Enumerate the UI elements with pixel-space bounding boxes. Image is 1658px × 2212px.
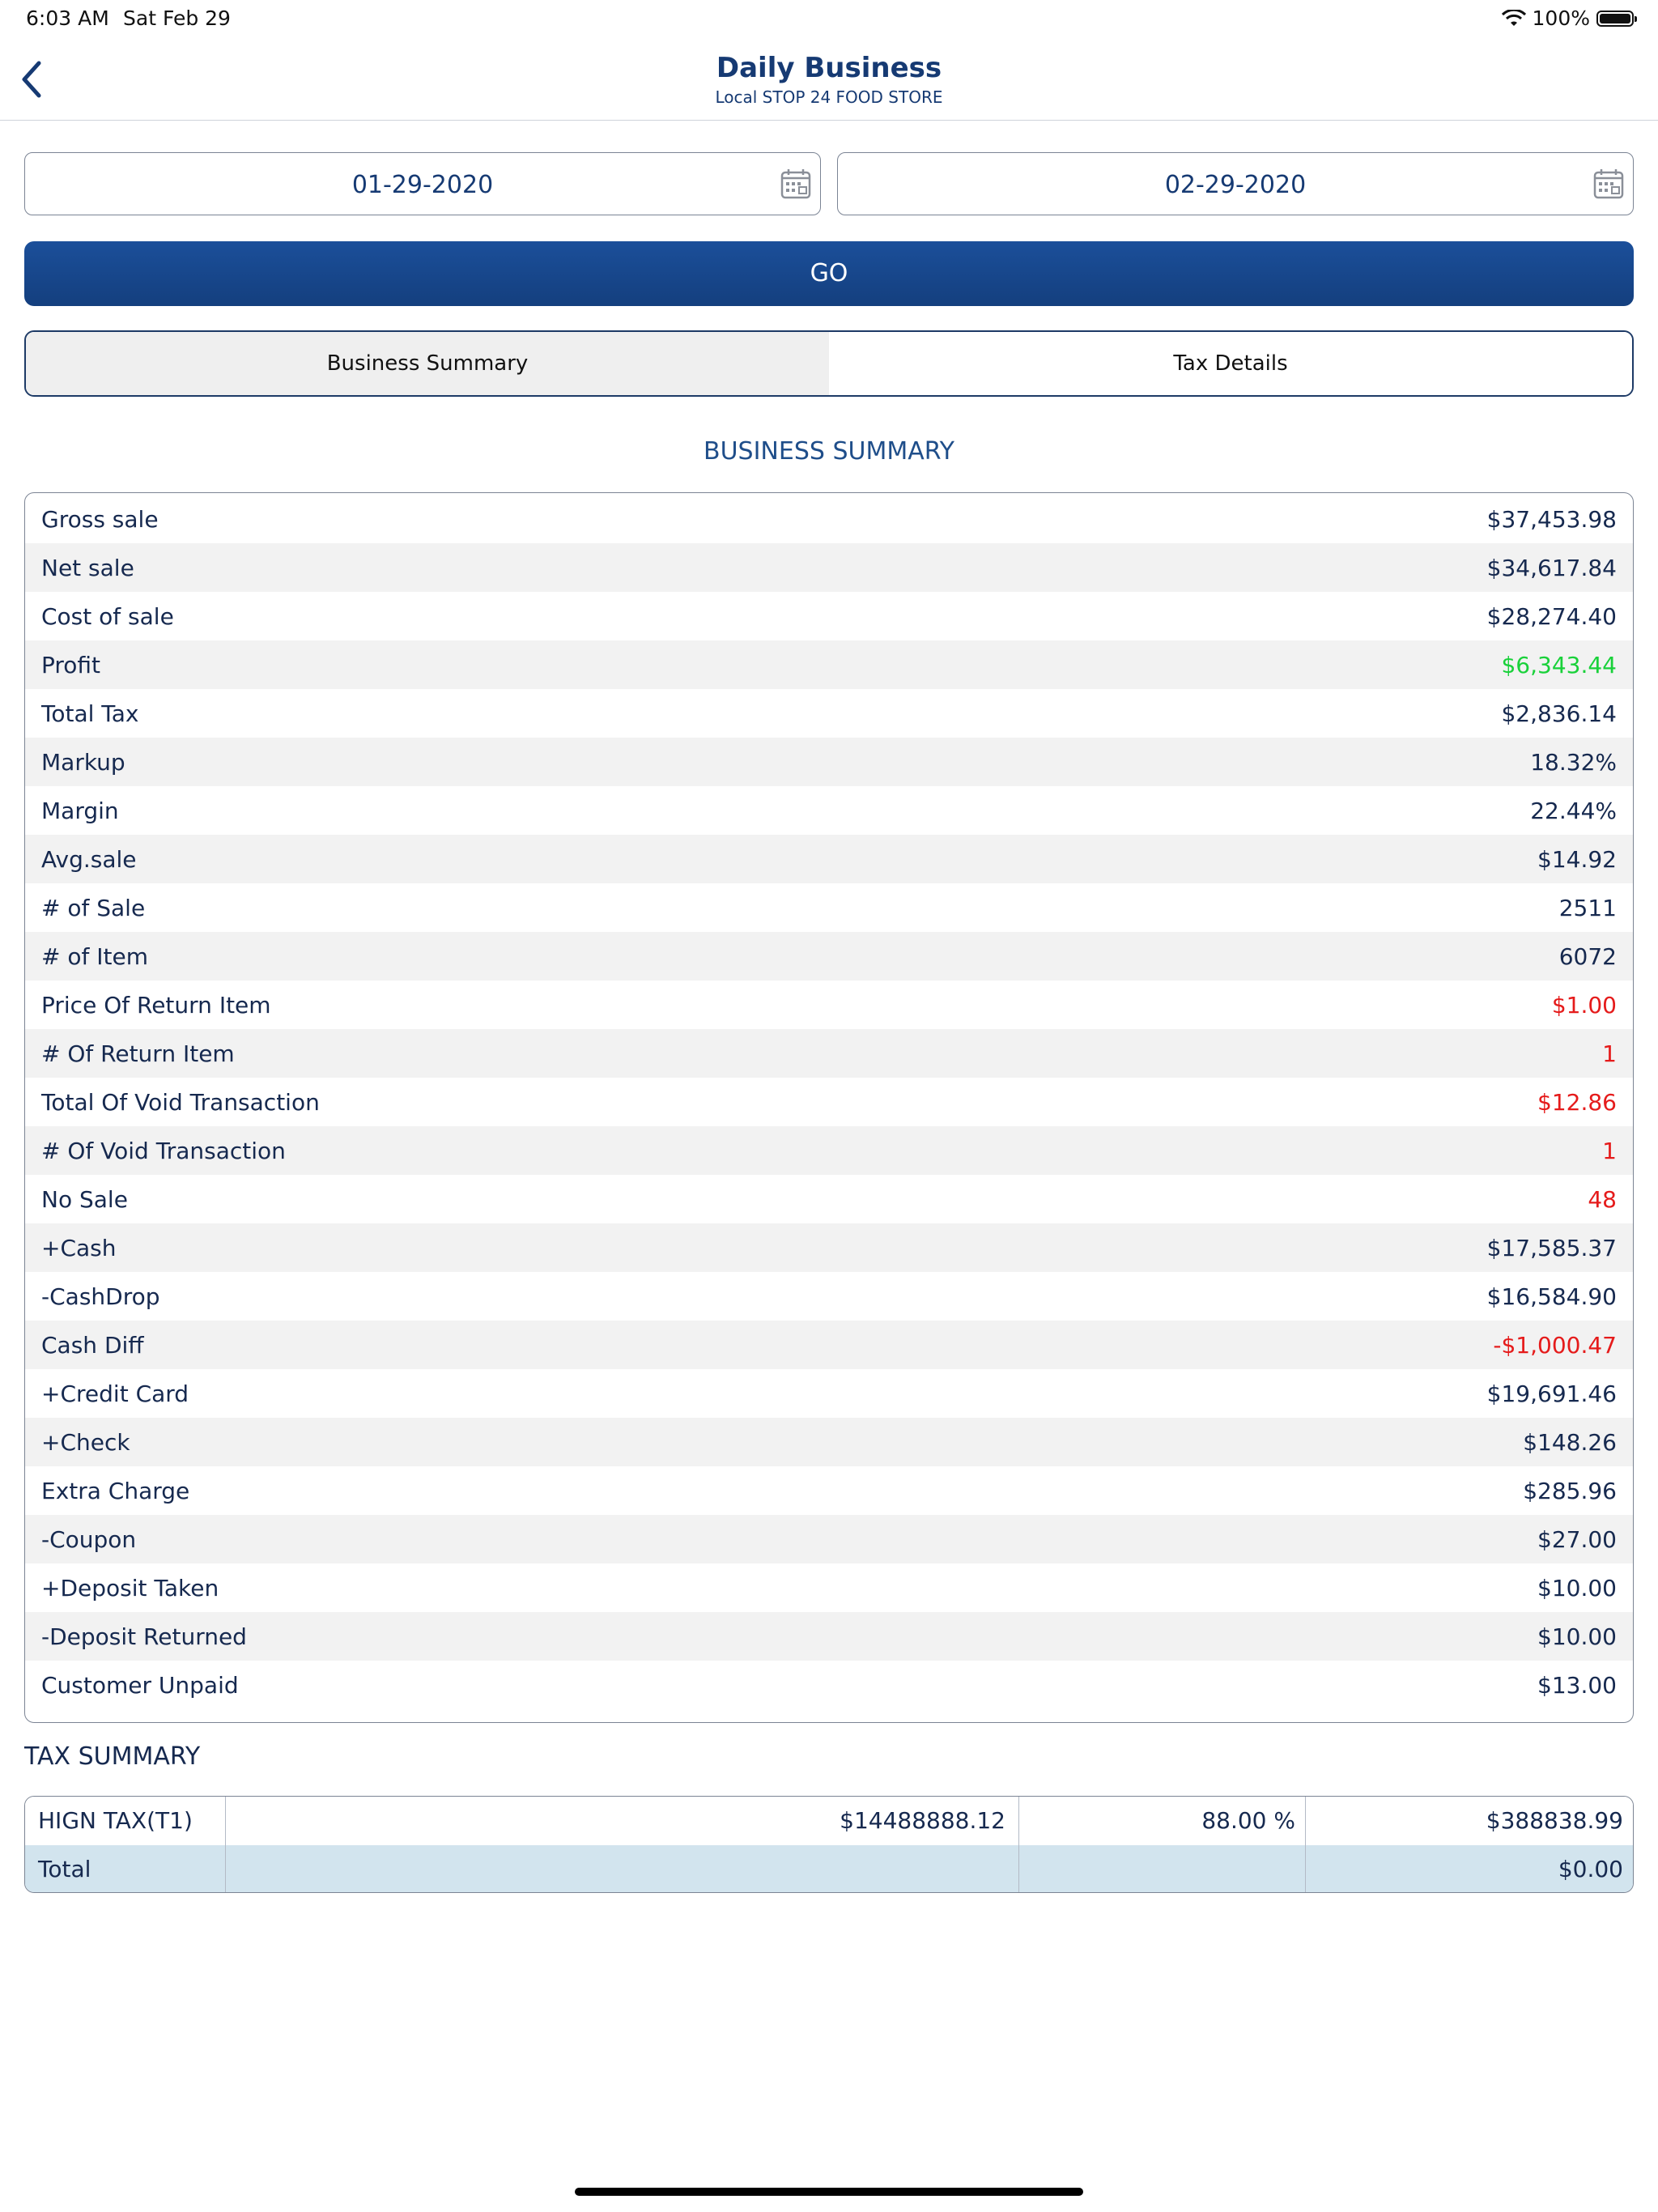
- tax-rate: 88.00 %: [1019, 1797, 1306, 1845]
- summary-label: No Sale: [41, 1185, 128, 1213]
- summary-row: [25, 592, 1633, 640]
- tax-total-rate: [1019, 1845, 1306, 1893]
- summary-value: 48: [1588, 1185, 1617, 1213]
- summary-value: -$1,000.47: [1493, 1331, 1617, 1359]
- tab-tax-details[interactable]: Tax Details: [829, 332, 1632, 395]
- tab-business-summary[interactable]: Business Summary: [26, 332, 829, 395]
- battery-icon: [1596, 11, 1634, 27]
- summary-label: -Coupon: [41, 1525, 137, 1553]
- summary-value: $27.00: [1537, 1525, 1617, 1553]
- summary-value: 6072: [1558, 942, 1617, 970]
- summary-value: 18.32%: [1530, 748, 1617, 776]
- summary-row: [25, 1563, 1633, 1612]
- end-date-field[interactable]: [837, 152, 1634, 215]
- summary-row: [25, 1466, 1633, 1515]
- summary-label: Cash Diff: [41, 1331, 144, 1359]
- summary-row: [25, 883, 1633, 932]
- summary-row: [25, 1418, 1633, 1466]
- summary-row: [25, 1321, 1633, 1369]
- summary-row: [25, 738, 1633, 786]
- summary-label: Avg.sale: [41, 845, 137, 873]
- navigation-header: [0, 39, 1658, 121]
- summary-label: Gross sale: [41, 505, 159, 533]
- summary-label: Markup: [41, 748, 125, 776]
- tax-summary-title: TAX SUMMARY: [24, 1742, 201, 1771]
- status-date: Sat Feb 29: [123, 6, 231, 30]
- wifi-icon: [1502, 10, 1526, 28]
- summary-row: [25, 1126, 1633, 1175]
- calendar-icon[interactable]: [1592, 168, 1625, 200]
- summary-label: Net sale: [41, 554, 134, 581]
- tax-taxable-amount: $14488888.12: [226, 1797, 1019, 1845]
- summary-row: [25, 1223, 1633, 1272]
- summary-label: Total Of Void Transaction: [41, 1088, 320, 1116]
- summary-value: $17,585.37: [1486, 1234, 1617, 1261]
- summary-label: +Check: [41, 1428, 130, 1456]
- summary-label: Profit: [41, 651, 101, 678]
- tax-total-amount: $0.00: [1558, 1856, 1623, 1882]
- summary-row: [25, 1612, 1633, 1661]
- summary-label: # Of Void Transaction: [41, 1137, 286, 1164]
- status-time: 6:03 AM: [26, 6, 109, 30]
- start-date-value: 01-29-2020: [351, 171, 494, 199]
- summary-label: # of Item: [41, 942, 148, 970]
- summary-value: $1.00: [1551, 991, 1617, 1019]
- summary-value: $10.00: [1537, 1623, 1617, 1650]
- summary-label: Price Of Return Item: [41, 991, 271, 1019]
- summary-row: [25, 543, 1633, 592]
- summary-row: [25, 1029, 1633, 1078]
- summary-value: 1: [1602, 1137, 1617, 1164]
- summary-value: 1: [1602, 1040, 1617, 1067]
- tax-total-row: [25, 1845, 1633, 1893]
- summary-row: [25, 932, 1633, 981]
- summary-label: Cost of sale: [41, 602, 174, 630]
- summary-value: $16,584.90: [1486, 1283, 1617, 1310]
- tax-total-label: Total: [25, 1845, 226, 1893]
- summary-label: Total Tax: [41, 700, 139, 727]
- summary-label: +Credit Card: [41, 1380, 189, 1407]
- summary-label: Customer Unpaid: [41, 1671, 239, 1699]
- summary-value: $148.26: [1523, 1428, 1617, 1456]
- summary-value: $12.86: [1537, 1088, 1617, 1116]
- summary-row: [25, 1369, 1633, 1418]
- summary-row: [25, 1515, 1633, 1563]
- start-date-field[interactable]: [24, 152, 821, 215]
- status-indicators: [1502, 6, 1634, 30]
- tax-row: [25, 1797, 1633, 1845]
- summary-row: [25, 1272, 1633, 1321]
- summary-value: $37,453.98: [1486, 505, 1617, 533]
- store-name: Local STOP 24 FOOD STORE: [715, 87, 943, 107]
- business-summary-table: [24, 492, 1634, 1723]
- summary-row: [25, 640, 1633, 689]
- business-summary-title: BUSINESS SUMMARY: [704, 437, 954, 466]
- summary-row: [25, 981, 1633, 1029]
- report-tabs: [24, 330, 1634, 397]
- summary-value: 22.44%: [1530, 797, 1617, 824]
- summary-label: -CashDrop: [41, 1283, 160, 1310]
- summary-value: $2,836.14: [1501, 700, 1617, 727]
- summary-label: Extra Charge: [41, 1477, 190, 1504]
- summary-value: $6,343.44: [1501, 651, 1617, 678]
- tax-amount: $388838.99: [1486, 1807, 1623, 1834]
- end-date-value: 02-29-2020: [1164, 171, 1307, 199]
- summary-value: $28,274.40: [1486, 602, 1617, 630]
- summary-value: $34,617.84: [1486, 554, 1617, 581]
- summary-value: $19,691.46: [1486, 1380, 1617, 1407]
- tax-name: HIGN TAX(T1): [25, 1797, 226, 1845]
- status-bar: [0, 0, 1658, 39]
- battery-percentage: 100%: [1532, 6, 1590, 30]
- summary-row: [25, 1175, 1633, 1223]
- tax-summary-table: [24, 1796, 1634, 1893]
- tax-total-taxable: [226, 1845, 1019, 1893]
- summary-row: [25, 786, 1633, 835]
- summary-row: [25, 1661, 1633, 1709]
- summary-value: $10.00: [1537, 1574, 1617, 1602]
- summary-label: # of Sale: [41, 894, 146, 921]
- summary-value: 2511: [1558, 894, 1617, 921]
- summary-row: [25, 495, 1633, 543]
- summary-label: # Of Return Item: [41, 1040, 235, 1067]
- summary-row: [25, 1078, 1633, 1126]
- page-title: Daily Business: [716, 52, 942, 84]
- summary-value: $285.96: [1523, 1477, 1617, 1504]
- home-indicator[interactable]: [575, 2188, 1083, 2196]
- summary-label: Margin: [41, 797, 119, 824]
- summary-label: +Deposit Taken: [41, 1574, 219, 1602]
- summary-row: [25, 835, 1633, 883]
- summary-label: +Cash: [41, 1234, 117, 1261]
- go-button[interactable]: GO: [24, 241, 1634, 306]
- summary-value: $13.00: [1537, 1671, 1617, 1699]
- summary-label: -Deposit Returned: [41, 1623, 247, 1650]
- calendar-icon[interactable]: [780, 168, 812, 200]
- summary-row: [25, 689, 1633, 738]
- summary-value: $14.92: [1537, 845, 1617, 873]
